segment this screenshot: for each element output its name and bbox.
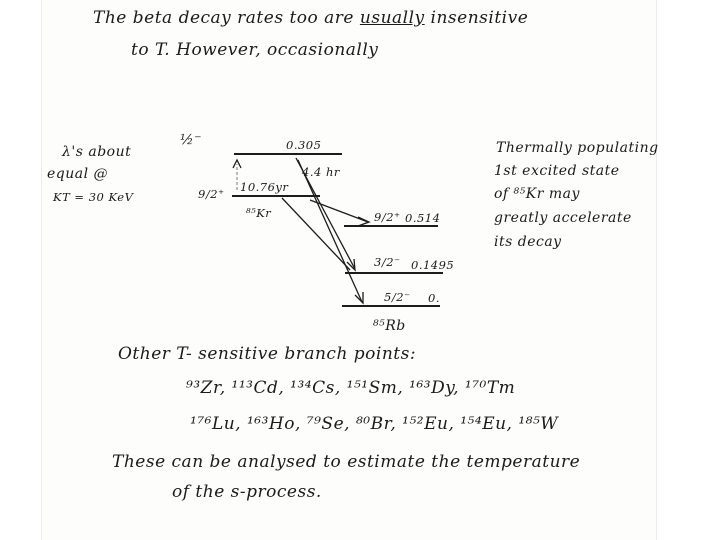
- isomer-spin-label: ½⁻: [180, 132, 202, 148]
- level-01495-spin: 3/2⁻: [374, 255, 401, 269]
- isomer-halflife-label: 4.4 hr: [302, 165, 340, 179]
- header-line-1-post: insensitive: [424, 8, 529, 28]
- side-note-line-2: equal @: [47, 166, 109, 182]
- side-note-line-1: λ's about: [62, 144, 132, 160]
- parent-nucleus-label: ⁸⁵Kr: [246, 206, 272, 220]
- right-note-line-4: greatly accelerate: [494, 210, 632, 226]
- arrowhead-c: [358, 217, 369, 226]
- level-0514-spin: 9/2⁺: [374, 210, 401, 224]
- conclusion-line-2: of the s-process.: [172, 482, 322, 502]
- right-note-line-1: Thermally populating: [496, 140, 659, 156]
- right-note-line-3: of ⁸⁵Kr may: [494, 186, 580, 202]
- right-note-line-5: its decay: [494, 234, 562, 250]
- header-line-1-emphasis: usually: [359, 8, 425, 28]
- arrowhead-b: [355, 292, 363, 303]
- side-note-line-3: KT = 30 KeV: [53, 190, 134, 204]
- ground-level-spin: 5/2⁻: [384, 290, 411, 304]
- decay-arrow-ground-to-01495: [282, 198, 350, 270]
- isomer-energy-label: 0.305: [286, 138, 322, 152]
- daughter-nucleus-label: ⁸⁵Rb: [373, 318, 406, 334]
- header-line-1-pre: The beta decay rates too are: [93, 8, 360, 28]
- branch-points-row-1: ⁹³Zr, ¹¹³Cd, ¹³⁴Cs, ¹⁵¹Sm, ¹⁶³Dy, ¹⁷⁰Tm: [186, 378, 516, 398]
- header-line-2: to T. However, occasionally: [131, 40, 379, 60]
- level-0514-energy: 0.514: [405, 211, 441, 225]
- right-note-line-2: 1st excited state: [494, 163, 620, 179]
- branch-points-row-2: ¹⁷⁶Lu, ¹⁶³Ho, ⁷⁹Se, ⁸⁰Br, ¹⁵²Eu, ¹⁵⁴Eu, ¹⁸⁵W: [190, 414, 559, 434]
- ground-spin-label: 9/2⁺: [198, 187, 225, 201]
- conclusion-line-1: These can be analysed to estimate the temperature: [112, 452, 581, 472]
- branch-points-intro: Other T- sensitive branch points:: [118, 344, 417, 364]
- decay-arrow-isomer-to-ground: [298, 160, 362, 302]
- ground-halflife-label: 10.76yr: [240, 180, 289, 194]
- decay-arrow-ground-to-0514: [310, 200, 368, 222]
- level-01495-energy: 0.1495: [411, 258, 455, 272]
- ground-level-energy: 0.: [428, 291, 440, 305]
